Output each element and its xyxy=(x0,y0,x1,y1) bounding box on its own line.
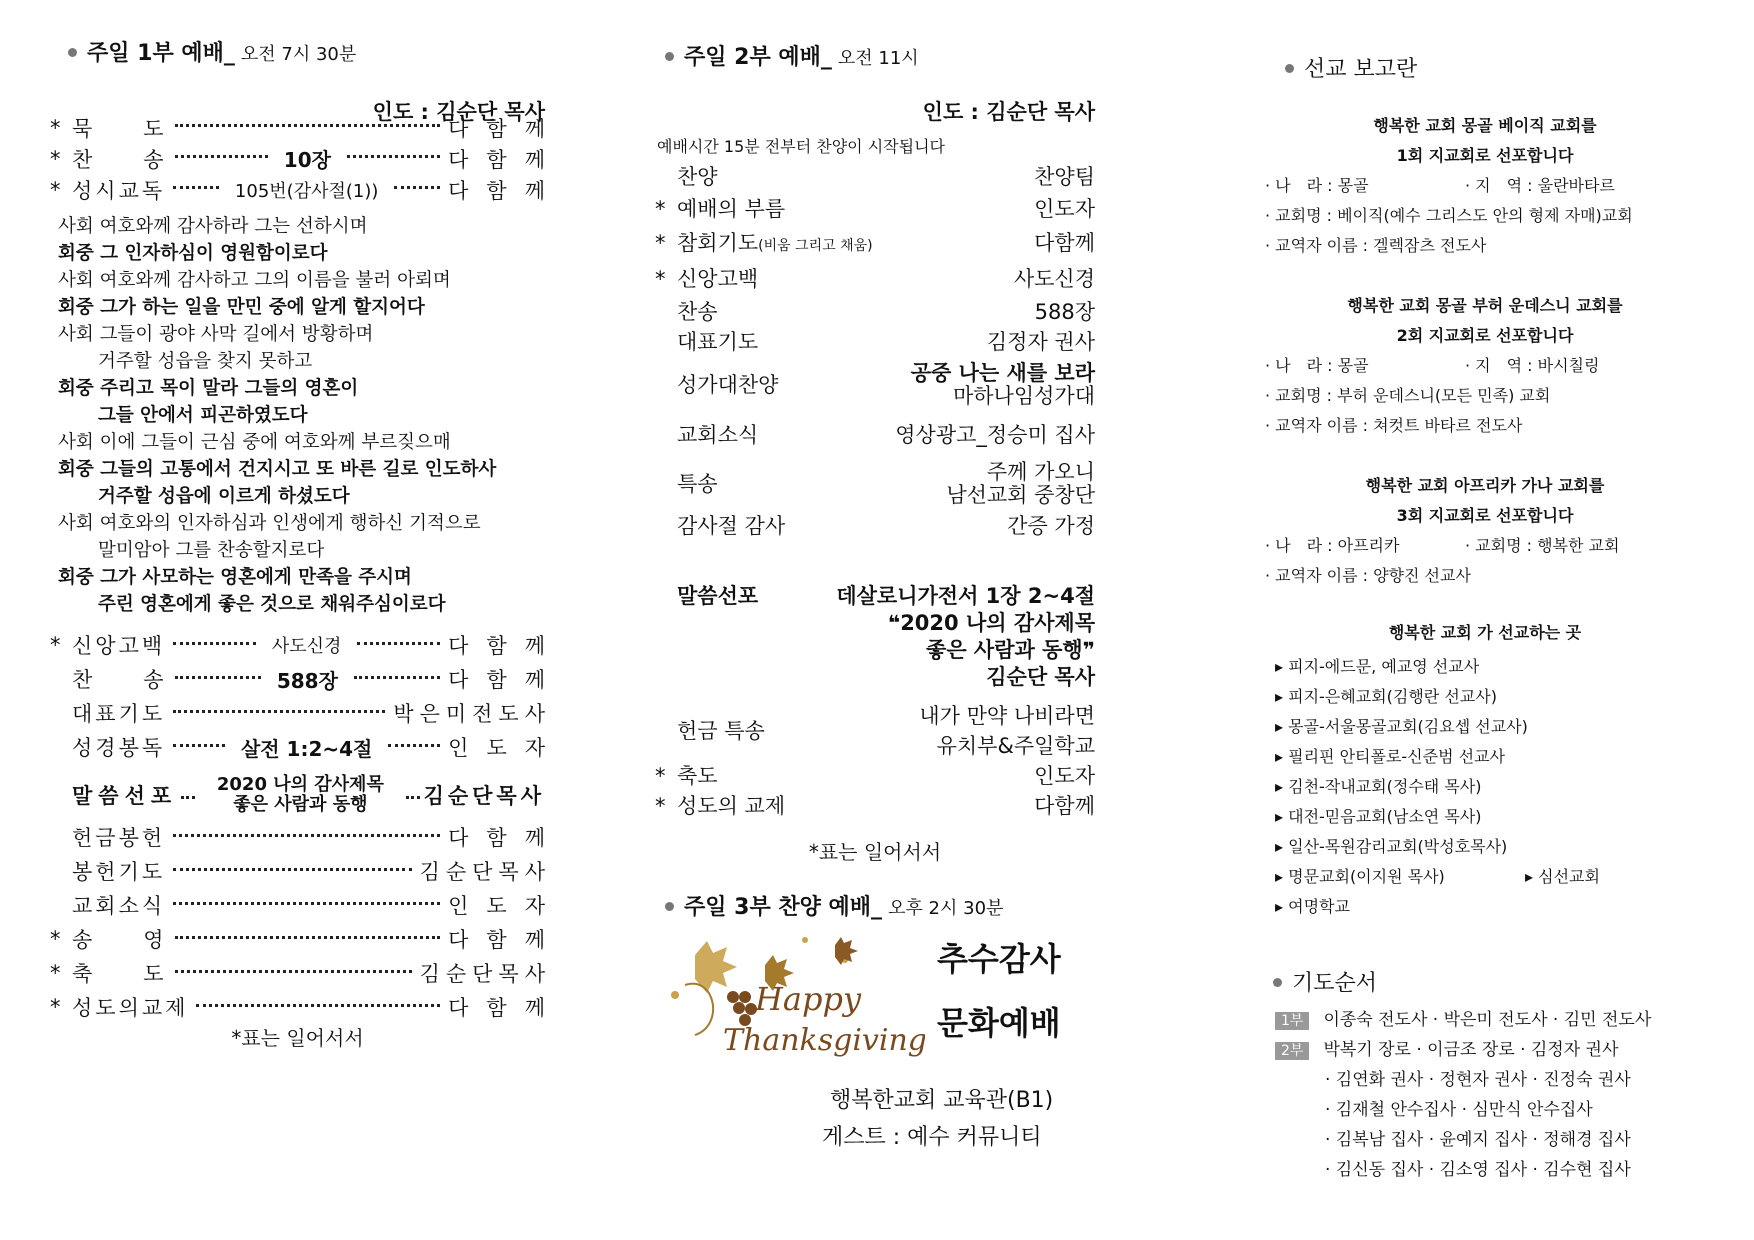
order-item-label: 성도의 교제 xyxy=(677,794,786,818)
mission-block-subheading: 1회 지교회로 선포합니다 xyxy=(1396,146,1574,165)
order-item-note: (비움 그리고 채움) xyxy=(758,238,873,254)
mission-info-line xyxy=(1265,351,1705,381)
order-item-name xyxy=(655,369,778,399)
order-row xyxy=(50,990,563,1024)
mission-place-item: ▸ 일산-목원감리교회(박성호목사) xyxy=(1275,837,1508,856)
order-row xyxy=(50,820,563,854)
order-item-name: 축 도 xyxy=(72,962,167,986)
heading-culture-worship: 문화예배 xyxy=(937,1004,1061,1042)
order-item-name: 헌금봉헌 xyxy=(72,826,166,850)
mission-place-item: ▸ 명문교회(이지원 목사) xyxy=(1275,867,1445,886)
sermon2-preacher: 김순단 목사 xyxy=(986,665,1095,689)
order-item-name: 묵 도 xyxy=(72,116,167,141)
mission-place-item: ▸ 몽골-서울몽골교회(김요셉 선교사) xyxy=(1275,717,1528,736)
service3-guest: 게스트 : 예수 커뮤니티 xyxy=(822,1125,1042,1150)
order-item-name xyxy=(655,790,785,820)
banner-happy-text: Happy xyxy=(755,980,862,1018)
prayer-row xyxy=(1275,1065,1705,1095)
service3-time: 오후 2시 30분 xyxy=(888,898,1004,919)
value-line: 남선교회 중창단 xyxy=(946,483,1095,507)
value-line: 공중 나는 새를 보라 xyxy=(910,361,1095,385)
order-item-detail: 588장 xyxy=(269,665,346,694)
service2-leader: 인도 : 김순단 목사 xyxy=(922,100,1095,124)
order-item-label: 특송 xyxy=(677,472,718,496)
sermon2-title1: ❝2020 나의 감사제목 xyxy=(887,611,1095,635)
order-row xyxy=(655,700,1095,760)
order-row xyxy=(50,696,551,730)
bullet-dot-icon xyxy=(1273,978,1282,987)
order-item-person: 인도자 xyxy=(448,894,563,918)
order-item-label: 신앙고백 xyxy=(677,267,759,291)
stand-marker: * xyxy=(50,115,61,140)
prayer-row xyxy=(1275,1125,1705,1155)
bullet-dot-icon xyxy=(1285,64,1294,73)
order-row xyxy=(655,790,1095,820)
mission-info-item: · 교역자 이름 : 겔렉잠츠 전도사 xyxy=(1265,236,1487,255)
order-item-value xyxy=(911,361,1095,407)
service3-heading xyxy=(937,935,1061,1047)
mission-block-subheading: 3회 지교회로 선포합니다 xyxy=(1396,506,1574,525)
order-row xyxy=(50,174,563,205)
service2-time: 오전 11시 xyxy=(837,48,919,69)
service2-note: *표는 일어서서 xyxy=(808,840,942,864)
reading-line: 회중 그가 하는 일을 만민 중에 알게 할지어다 xyxy=(58,297,425,318)
mission-place xyxy=(1275,862,1705,892)
stand-marker: * xyxy=(50,927,61,951)
sermon-title xyxy=(199,775,401,815)
order-item-name xyxy=(655,468,718,498)
autumn-leaves-icon xyxy=(655,925,925,1070)
dot-leader xyxy=(173,902,440,905)
order-item-name: 봉헌기도 xyxy=(72,860,166,884)
order-row xyxy=(50,956,551,990)
mission-info-line xyxy=(1265,531,1705,561)
order-item-person: 김순단목사 xyxy=(419,962,551,986)
mission-place-item: ▸ 대전-믿음교회(남소연 목사) xyxy=(1275,807,1482,826)
order-item-person: 다함께 xyxy=(448,178,563,203)
mission-info-item: · 나 라 : 아프리카 xyxy=(1265,536,1400,555)
value-line: 인도자 xyxy=(1034,764,1095,788)
mission-info-line xyxy=(1265,171,1705,201)
order-item-person: 다함께 xyxy=(448,928,563,952)
order-item-name xyxy=(655,161,718,191)
dot-leader xyxy=(175,970,412,973)
order-row xyxy=(50,730,564,764)
service3-venue: 행복한교회 교육관(B1) xyxy=(830,1088,1054,1113)
mission-block xyxy=(1265,471,1705,591)
service2-sermon xyxy=(655,580,1095,691)
order-item-label: 성가대찬양 xyxy=(677,373,779,397)
order-item-name xyxy=(655,263,758,293)
order-item-name: 신앙고백 xyxy=(72,634,166,658)
reading-line: 사회 여호와께 감사하라 그는 선하시며 xyxy=(58,216,368,237)
order-item-name: 교회소식 xyxy=(72,894,166,918)
order-item-name xyxy=(655,296,718,326)
mission-info-item: · 교역자 이름 : 양향진 선교사 xyxy=(1265,566,1471,585)
prayer-tag: 1부 xyxy=(1275,1012,1309,1030)
order-row xyxy=(655,224,1095,260)
service1-title xyxy=(68,36,548,67)
mission-place xyxy=(1275,832,1705,862)
bullet-dot-icon xyxy=(665,52,674,61)
order-item-value xyxy=(1034,790,1095,820)
order-row xyxy=(655,760,1095,790)
order-item-value xyxy=(1034,760,1095,790)
prayer-names: 이종숙 전도사 · 박은미 전도사 · 김민 전도사 xyxy=(1323,1010,1652,1030)
order-item-value xyxy=(946,460,1095,506)
reading-line: 회중 주리고 목이 말라 그들의 영혼이 xyxy=(58,378,359,399)
mission-place xyxy=(1275,772,1705,802)
order-item-value xyxy=(1034,193,1095,223)
reading-line: 사회 그들이 광야 사막 길에서 방황하며 xyxy=(58,324,374,345)
order-row xyxy=(655,260,1095,296)
order-row xyxy=(50,662,564,696)
mission-place xyxy=(1275,742,1705,772)
reading-line: 사회 여호와의 인자하심과 인생에게 행하신 기적으로 xyxy=(58,513,481,534)
order-item-detail: 살전 1:2~4절 xyxy=(233,733,380,762)
mission-info-item: · 지 역 : 바시칠링 xyxy=(1465,356,1600,375)
stand-marker: * xyxy=(655,231,666,255)
value-line: 마하나임성가대 xyxy=(952,384,1095,408)
order-row xyxy=(655,160,1095,192)
order-item-label: 헌금 특송 xyxy=(677,719,765,743)
mission-info-item: · 나 라 : 몽골 xyxy=(1265,176,1369,195)
order-item-label: 찬송 xyxy=(677,300,718,324)
order-item-label: 대표기도 xyxy=(677,330,759,354)
dot-leader xyxy=(175,155,268,158)
stand-marker: * xyxy=(50,961,61,985)
service2-title xyxy=(665,40,1105,71)
service1-title-text: 주일 1부 예배_ xyxy=(87,41,235,66)
dot-leader xyxy=(196,1004,440,1007)
order-item-name xyxy=(655,510,785,540)
order-item-person: 다함께 xyxy=(448,147,563,172)
order-row xyxy=(655,192,1095,224)
mission-block-heading: 행복한 교회 몽골 베이직 교회를 xyxy=(1373,116,1597,135)
sermon-preacher: 김순단목사 xyxy=(423,784,545,808)
mission-reports xyxy=(1265,111,1705,621)
value-line: 찬양팀 xyxy=(1034,165,1095,189)
mission-info-line xyxy=(1265,411,1705,441)
value-line: 인도자 xyxy=(1034,197,1095,221)
order-item-name xyxy=(655,715,765,745)
order-item-label: 교회소식 xyxy=(677,423,759,447)
mission-info-item: · 지 역 : 울란바타르 xyxy=(1465,176,1615,195)
value-line: 588장 xyxy=(1034,300,1095,324)
stand-marker: * xyxy=(655,197,666,221)
value-line: 다함께 xyxy=(1034,794,1095,818)
order-row xyxy=(50,628,564,662)
service1-leader: 인도 : 김순단 목사 xyxy=(372,100,545,124)
order-item-name xyxy=(655,227,873,257)
mission-block-subheading: 2회 지교회로 선포합니다 xyxy=(1396,326,1574,345)
order-row xyxy=(50,854,551,888)
prayer-title xyxy=(1273,966,1377,997)
mission-title xyxy=(1285,52,1417,83)
prayer-names: · 김신동 집사 · 김소영 집사 · 김수현 집사 xyxy=(1325,1160,1631,1180)
order-row xyxy=(50,922,563,956)
order-item-name xyxy=(655,419,758,449)
order-item-name: 대표기도 xyxy=(72,702,166,726)
mission-place-item: ▸ 김천-작내교회(정수태 목사) xyxy=(1275,777,1482,796)
prayer-row xyxy=(1275,1035,1705,1065)
mission-place-item: ▸ 여명학교 xyxy=(1275,897,1350,916)
order-row xyxy=(655,296,1095,326)
order-row xyxy=(655,456,1095,510)
order-item-detail: 10장 xyxy=(276,144,339,173)
mission-info-item: · 교회명 : 베이직(예수 그리스도 안의 형제 자매)교회 xyxy=(1265,206,1633,225)
stand-marker: * xyxy=(655,794,666,818)
order-item-value xyxy=(1007,510,1095,540)
reading-line: 회중 그들의 고통에서 건지시고 또 바른 길로 인도하사 xyxy=(58,459,497,480)
mission-title-text: 선교 보고란 xyxy=(1304,57,1418,82)
mission-info-item: · 교회명 : 부허 운데스니(모든 민족) 교회 xyxy=(1265,386,1551,405)
value-line: 다함께 xyxy=(1034,231,1095,255)
mission-info-line xyxy=(1265,231,1705,261)
sermon2-scripture: 데살로니가전서 1장 2~4절 xyxy=(836,584,1095,608)
mission-block-heading: 행복한 교회 아프리카 가나 교회를 xyxy=(1365,476,1605,495)
service1-sermon-row xyxy=(50,770,545,820)
banner-thanksgiving-text: Thanksgiving xyxy=(723,1023,925,1058)
prayer-names: · 김연화 권사 · 정현자 권사 · 진정숙 권사 xyxy=(1325,1070,1631,1090)
order-row xyxy=(50,888,563,922)
order-item-label: 감사절 감사 xyxy=(677,514,786,538)
mission-block-heading: 행복한 교회 몽골 부허 운데스니 교회를 xyxy=(1347,296,1623,315)
order-row xyxy=(655,326,1095,356)
prayer-row xyxy=(1275,1005,1705,1035)
stand-marker: * xyxy=(50,146,61,171)
prayer-tag: 2부 xyxy=(1275,1042,1309,1060)
dot-leader xyxy=(173,868,411,871)
mission-place-item: ▸ 필리핀 안티폴로-신준범 선교사 xyxy=(1275,747,1505,766)
stand-marker: * xyxy=(50,177,61,202)
order-item-value xyxy=(1034,227,1095,257)
order-item-person: 다함께 xyxy=(448,996,563,1020)
mission-place xyxy=(1275,682,1705,712)
service2-notice: 예배시간 15분 전부터 찬양이 시작됩니다 xyxy=(657,137,945,156)
service2-order xyxy=(655,160,1095,540)
order-item-person: 다함께 xyxy=(448,116,563,141)
order-item-detail: 105번(감사절(1)) xyxy=(227,177,386,203)
mission-place xyxy=(1275,892,1705,922)
order-row xyxy=(655,510,1095,540)
order-item-name: 성경봉독 xyxy=(72,736,166,760)
order-item-person: 다함께 xyxy=(448,634,564,658)
service1-order-end xyxy=(50,820,563,1024)
order-item-name: 성시교독 xyxy=(72,178,166,203)
reading-line: 거주할 성읍을 찾지 못하고 xyxy=(98,351,313,372)
dot-leader xyxy=(173,744,225,747)
mission-places-title: 행복한 교회 가 선교하는 곳 xyxy=(1388,623,1582,642)
mission-info-line xyxy=(1265,561,1705,591)
dot-leader xyxy=(173,710,385,713)
order-item-label: 참회기도 xyxy=(677,231,759,255)
stand-marker: * xyxy=(655,764,666,788)
mission-info-item: · 교역자 이름 : 쳐컷트 바타르 전도사 xyxy=(1265,416,1523,435)
stand-marker: * xyxy=(50,633,61,657)
stand-marker: * xyxy=(655,267,666,291)
order-item-name: 찬 송 xyxy=(72,147,167,172)
dot-leader xyxy=(175,124,441,127)
reading-line: 회중 그 인자하심이 영원함이로다 xyxy=(58,243,328,264)
sermon2-label: 말씀선포 xyxy=(677,584,759,608)
mission-info-line xyxy=(1265,201,1705,231)
sermon-label: 말씀선포 xyxy=(72,784,178,808)
order-item-name: 찬 송 xyxy=(72,668,167,692)
dot-leader xyxy=(173,834,440,837)
service3-title xyxy=(665,890,1105,921)
prayer-names: · 김복남 집사 · 윤예지 집사 · 정해경 집사 xyxy=(1325,1130,1631,1150)
dot-leader xyxy=(173,186,219,189)
dot-leader xyxy=(175,676,261,679)
reading-line: 거주할 성읍에 이르게 하셨도다 xyxy=(98,486,350,507)
order-item-name xyxy=(655,760,718,790)
reading-line: 사회 이에 그들이 근심 중에 여호와께 부르짖으매 xyxy=(58,432,451,453)
reading-line: 주린 영혼에게 좋은 것으로 채워주심이로다 xyxy=(98,594,446,615)
order-item-person: 인도자 xyxy=(448,736,564,760)
mission-info-item: · 나 라 : 몽골 xyxy=(1265,356,1369,375)
order-row xyxy=(50,112,563,143)
order-item-value xyxy=(1014,263,1095,293)
order-item-label: 예배의 부름 xyxy=(677,197,786,221)
dot-leader xyxy=(357,642,440,645)
mission-place-item: ▸ 심선교회 xyxy=(1525,867,1600,886)
order-item-person: 김순단목사 xyxy=(419,860,551,884)
order-item-value xyxy=(895,419,1095,449)
service3-title-text: 주일 3부 찬양 예배_ xyxy=(684,895,883,920)
dot-leader xyxy=(388,744,440,747)
dot-leader xyxy=(354,676,440,679)
prayer-names: · 김재철 안수집사 · 심만식 안수집사 xyxy=(1325,1100,1593,1120)
order-row xyxy=(655,412,1095,456)
order-item-name: 송 영 xyxy=(72,928,167,952)
order-item-person: 박은미전도사 xyxy=(393,702,551,726)
prayer-list xyxy=(1275,1005,1705,1185)
sermon-title-line2: 좋은 사람과 동행 xyxy=(233,794,368,815)
prayer-row xyxy=(1275,1095,1705,1125)
order-item-value xyxy=(1035,296,1095,326)
mission-info-item: · 교회명 : 행복한 교회 xyxy=(1465,536,1620,555)
mission-info-line xyxy=(1265,381,1705,411)
dot-leader xyxy=(347,155,440,158)
reading-line: 사회 여호와께 감사하고 그의 이름을 불러 아뢰며 xyxy=(58,270,451,291)
mission-place xyxy=(1275,712,1705,742)
service2-order-end xyxy=(655,700,1095,820)
order-row xyxy=(655,356,1095,412)
order-item-detail: 사도신경 xyxy=(264,632,350,658)
mission-place-item: ▸ 피지-에드문, 예교영 선교사 xyxy=(1275,657,1480,676)
dot-leader xyxy=(394,186,440,189)
mission-block xyxy=(1265,111,1705,261)
value-line: 간증 가정 xyxy=(1007,514,1095,538)
order-item-value xyxy=(919,700,1095,760)
order-item-value xyxy=(1034,161,1095,191)
value-line: 유치부&주일학교 xyxy=(936,734,1095,758)
reading-line: 회중 그가 사모하는 영혼에게 만족을 주시며 xyxy=(58,567,412,588)
value-line: 내가 만약 나비라면 xyxy=(919,704,1095,728)
sermon-title-line1: 2020 나의 감사제목 xyxy=(216,774,384,795)
value-line: 사도신경 xyxy=(1013,267,1095,291)
service1-note: *표는 일어서서 xyxy=(231,1026,364,1050)
reading-line: 말미암아 그를 찬송할지로다 xyxy=(98,540,325,561)
prayer-names: 박복기 장로 · 이금조 장로 · 김정자 권사 xyxy=(1323,1040,1619,1060)
thanksgiving-banner xyxy=(655,925,1075,1070)
reading-line: 그들 안에서 피곤하였도다 xyxy=(98,405,308,426)
mission-place xyxy=(1275,802,1705,832)
heading-harvest: 추수감사 xyxy=(937,940,1061,978)
service2-title-text: 주일 2부 예배_ xyxy=(684,45,832,70)
value-line: 주께 가오니 xyxy=(986,460,1095,484)
order-item-name xyxy=(655,193,785,223)
mission-places-list xyxy=(1275,652,1705,922)
bullet-dot-icon xyxy=(68,48,77,57)
mission-place xyxy=(1275,652,1705,682)
prayer-title-text: 기도순서 xyxy=(1292,971,1378,996)
order-item-name: 성도의교제 xyxy=(72,996,189,1020)
stand-marker: * xyxy=(50,995,61,1019)
prayer-row xyxy=(1275,1155,1705,1185)
value-line: 김정자 권사 xyxy=(986,330,1095,354)
order-item-value xyxy=(987,326,1095,356)
service1-order-top xyxy=(50,112,563,205)
service1-time: 오전 7시 30분 xyxy=(240,44,357,65)
order-row xyxy=(50,143,563,174)
dot-leader xyxy=(173,642,256,645)
order-item-label: 찬양 xyxy=(677,165,718,189)
service1-order-bottom xyxy=(50,628,564,764)
order-item-name xyxy=(655,326,758,356)
mission-place-item: ▸ 피지-은혜교회(김행란 선교사) xyxy=(1275,687,1497,706)
order-item-person: 다함께 xyxy=(448,826,563,850)
sermon2-title2: 좋은 사람과 동행❞ xyxy=(926,638,1095,662)
order-item-person: 다함께 xyxy=(448,668,564,692)
order-item-label: 축도 xyxy=(677,764,718,788)
bullet-dot-icon xyxy=(665,902,674,911)
dot-leader xyxy=(175,936,441,939)
value-line: 영상광고_정승미 집사 xyxy=(895,423,1095,447)
mission-block xyxy=(1265,291,1705,441)
responsive-reading xyxy=(58,213,553,618)
